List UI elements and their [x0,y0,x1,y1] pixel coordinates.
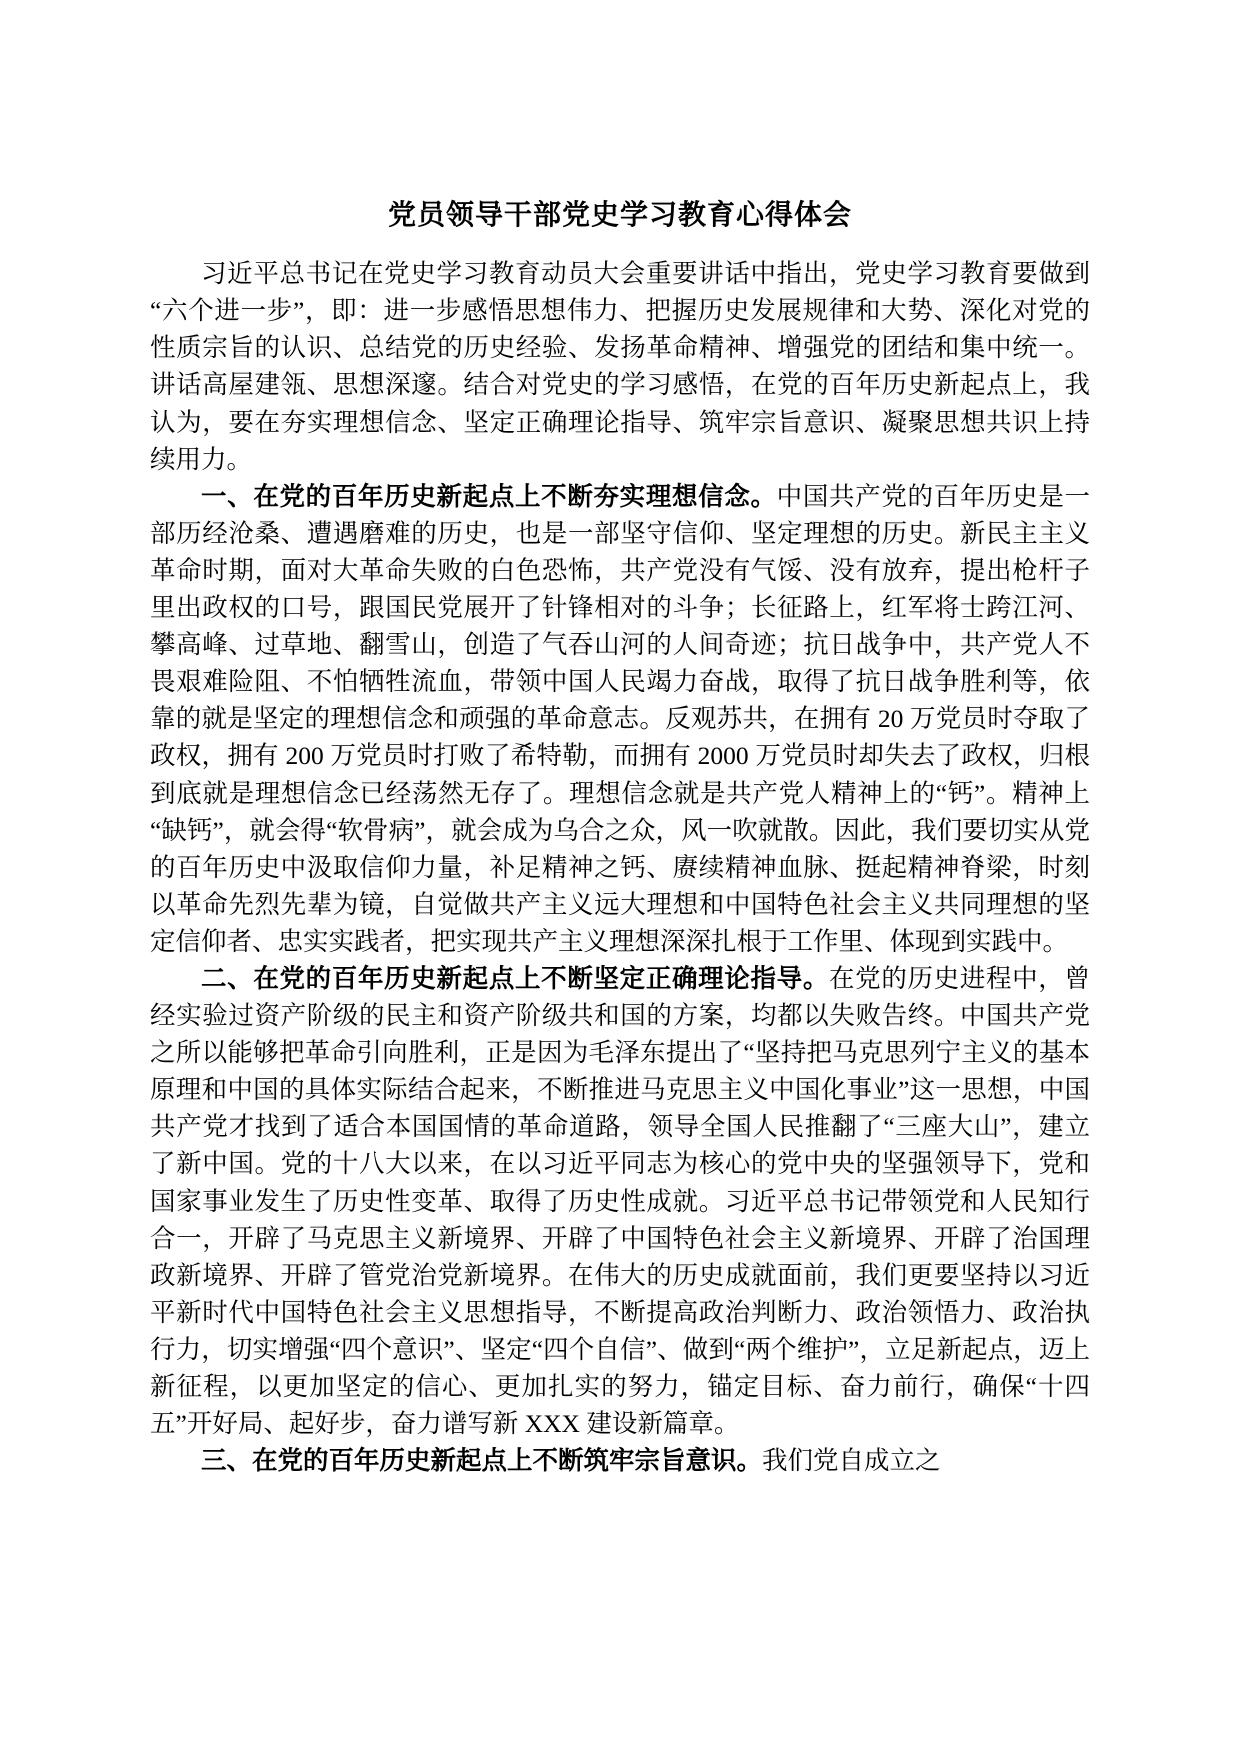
page-title: 党员领导干部党史学习教育心得体会 [387,200,852,231]
paragraph-body: 习近平总书记在党史学习教育动员大会重要讲话中指出，党史学习教育要做到“六个进一步”，即：进一步感悟思想伟力、把握历史发展规律和大势、深化对党的性质宗旨的认识、总结党的历史经验、发扬革命精神、增强党的团结和集中统一。讲话高屋建瓴、思想深邃。结合对党史的学习感悟，在党的百年历史新起点上，我认为，要在夯实理想信念、坚定正确理论指导、筑牢宗旨意识、凝聚思想共识上持续用力。 [150,259,1090,474]
paragraph-body: 在党的历史进程中，曾经实验过资产阶级的民主和资产阶级共和国的方案，均都以失败告终。中国共产党之所以能够把革命引向胜利，正是因为毛泽东提出了“坚持把马克思列宁主义的基本原理和中国的具体实际结合起来，不断推进马克思主义中国化事业”这一思想，中国共产党才找到了适合本国国情的革命道路，领导全国人民推翻了“三座大山”，建立了新中国。党的十八大以来，在以习近平同志为核心的党中央的坚强领导下，党和国家事业发生了历史性变革、取得了历史性成就。习近平总书记带领党和人民知行合一，开辟了马克思主义新境界、开辟了中国特色社会主义新境界、开辟了治国理政新境界、开辟了管党治党新境界。在伟大的历史成就面前，我们更要坚持以习近平新时代中国特色社会主义思想指导，不断提高政治判断力、政治领悟力、政治执行力，切实增强“四个意识”、坚定“四个自信”、做到“两个维护”，立足新起点，迈上新征程，以更加坚定的信心、更加扎实的努力，锚定目标、奋力前行，确保“十四五”开好局、起好步，奋力谱写新 XXX 建设新篇章。 [150,963,1090,1439]
paragraph-lead: 一、在党的百年历史新起点上不断夯实理想信念。 [201,481,777,511]
paragraph-lead: 三、在党的百年历史新起点上不断筑牢宗旨意识。 [201,1446,763,1476]
paragraph-body: 我们党自成立之 [762,1446,941,1476]
paragraph-section-three [150,1442,1090,1479]
paragraph-lead: 二、在党的百年历史新起点上不断坚定正确理论指导。 [201,963,829,993]
paragraph-body: 中国共产党的百年历史是一部历经沧桑、遭遇磨难的历史，也是一部坚守信仰、坚定理想的历史。新民主主义革命时期，面对大革命失败的白色恐怖，共产党没有气馁、没有放弃，提出枪杆子里出政权的口号，跟国民党展开了针锋相对的斗争；长征路上，红军将士跨江河、攀高峰、过草地、翻雪山，创造了气吞山河的人间奇迹；抗日战争中，共产党人不畏艰难险阻、不怕牺牲流血，带领中国人民竭力奋战，取得了抗日战争胜利等，依靠的就是坚定的理想信念和顽强的革命意志。反观苏共，在拥有 20 万党员时夺取了政权，拥有 200 万党员时打败了希特勒，而拥有 2000 万党员时却失去了政权，归根到底就是理想信念已经荡然无存了。理想信念就是共产党人精神上的“钙”。精神上“缺钙”，就会得“软骨病”，就会成为乌合之众，风一吹就散。因此，我们要切实从党的百年历史中汲取信仰力量，补足精神之钙、赓续精神血脉、挺起精神脊梁，时刻以革命先烈先辈为镜，自觉做共产主义远大理想和中国特色社会主义共同理想的坚定信仰者、忠实实践者，把实现共产主义理想深深扎根于工作里、体现到实践中。 [150,481,1090,956]
paragraph-section-one [150,478,1090,960]
paragraph-section-two [150,960,1090,1442]
paragraph-intro [150,255,1090,478]
